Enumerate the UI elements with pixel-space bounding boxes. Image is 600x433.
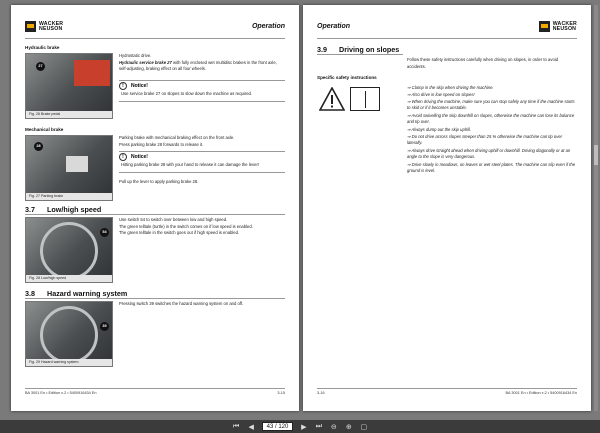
- low-high-speed-text: Use switch 54 to switch over between low and high speed. The green telltale (turtle) in the switch comes on if low speed is enabled. The green telltale in the switch goes out if high speed is enabled.: [119, 217, 253, 236]
- notice-box: ! Notice! Hitting parking brake 28 with your hand to release it can damage the lever!: [119, 151, 285, 173]
- header-title: Operation: [251, 23, 285, 30]
- figure-caption: Fig. 27 Parking brake: [26, 193, 112, 200]
- callout-badge: 39: [100, 322, 109, 331]
- page-indicator-input[interactable]: 43 / 120: [262, 422, 294, 431]
- page-3-16: [303, 5, 591, 411]
- page-header: [317, 19, 577, 39]
- hydraulic-brake-heading: Hydraulic brake: [25, 45, 60, 50]
- list-item: ⇒ Do not drive across slopes steeper than 25 % otherwise the machine can tip over laterally.: [407, 134, 563, 146]
- prev-page-icon[interactable]: ◀: [248, 423, 254, 431]
- header-title: Operation: [317, 23, 351, 30]
- list-item: ⇒ Avoid swivelling the skip downhill on slopes, otherwise the machine can lose its balance and tip over.: [407, 113, 575, 125]
- vertical-scrollbar[interactable]: [594, 5, 598, 411]
- last-page-icon[interactable]: ⏭: [315, 422, 322, 430]
- fit-page-icon[interactable]: ▢: [360, 423, 368, 431]
- mechanical-text: Parking brake with mechanical braking effect on the front axle. Press parking brake 28 forwards to release it.: [119, 135, 235, 147]
- brand-logo: WACKER NEUSON: [539, 21, 577, 32]
- next-page-icon[interactable]: ▶: [301, 423, 307, 431]
- figure-caption: Fig. 26 Brake pedal: [26, 111, 112, 118]
- figure-caption: Fig. 28 Low/high speed: [26, 275, 112, 282]
- mechanical-after: Pull up the lever to apply parking brake 28.: [119, 179, 199, 184]
- viewer-toolbar: [0, 420, 600, 433]
- page-footer: 3-16 BA 3001 En • Edition x.2 • 5400916434 En: [317, 388, 577, 397]
- hazard-warning-text: Pressing switch 39 switches the hazard warning system on and off.: [119, 301, 244, 306]
- logo-icon: [539, 21, 550, 32]
- page-number: 3-15: [277, 391, 285, 395]
- list-item: ⇒ Always dump out the skip uphill.: [407, 127, 472, 132]
- callout-badge: 28: [34, 142, 43, 151]
- list-item: ⇒ Clamp in the skip when driving the machine.: [407, 85, 494, 90]
- hydraulic-text: Hydrostatic drive. Hydraulic service brake 27 with fully enclosed wet multidisc brakes in the front axle, self-adjusting, braking effect on all four wheels.: [119, 53, 277, 72]
- section-3-9-heading: 3.9 Driving on slopes: [317, 45, 403, 55]
- notice-box: ! Notice! Use service brake 27 on slopes to slow down the machine as required.: [119, 80, 285, 102]
- safety-symbols: [319, 87, 380, 111]
- first-page-icon[interactable]: ⏮: [233, 422, 240, 430]
- exclamation-icon: !: [119, 82, 127, 90]
- section-3-7-heading: 3.7 Low/high speed: [25, 205, 285, 215]
- exclamation-icon: !: [119, 153, 127, 161]
- scrollbar-thumb[interactable]: [594, 145, 598, 165]
- callout-badge: 54: [100, 228, 109, 237]
- logo-icon: [25, 21, 36, 32]
- brake-pedal-photo: [25, 53, 113, 119]
- figure-caption: Fig. 29 Hazard warning system: [26, 359, 112, 366]
- low-high-speed-photo: [25, 217, 113, 283]
- zoom-out-icon[interactable]: ⊖: [330, 423, 337, 431]
- brand-logo: WACKER NEUSON: [25, 21, 63, 32]
- page-header: [25, 19, 285, 39]
- section-3-8-heading: 3.8 Hazard warning system: [25, 289, 285, 299]
- manual-book-icon: [350, 87, 380, 111]
- list-item: ⇒ When driving the machine, make sure you can stop safely any time if the machine starts to skid or if it becomes unstable.: [407, 99, 575, 111]
- warning-triangle-icon: [319, 87, 345, 111]
- list-item: ⇒ Drive slowly in meadows, on leaves or wet steel plates. The machine can slip even if the ground is level.: [407, 162, 576, 174]
- mechanical-brake-heading: Mechanical brake: [25, 127, 64, 132]
- callout-badge: 27: [36, 62, 45, 71]
- zoom-in-icon[interactable]: ⊕: [345, 423, 352, 431]
- slopes-intro: Follow these safety instructions carefully when driving on slopes, in order to avoid accidents.: [407, 57, 559, 69]
- specific-safety-heading: Specific safety instructions: [317, 75, 377, 80]
- page-3-15: [11, 5, 299, 411]
- list-item: ⇒ Also drive in low speed on slopes!: [407, 92, 475, 97]
- parking-brake-photo: [25, 135, 113, 201]
- page-number: 3-16: [317, 391, 325, 395]
- page-footer: BA 3001 En • Edition x.2 • 5400916434 En 3-15: [25, 388, 285, 397]
- list-item: ⇒ Always drive straight ahead when driving uphill or downhill. Driving diagonally or at an angle to the slope is very dangerous.: [407, 148, 571, 160]
- hazard-warning-photo: [25, 301, 113, 367]
